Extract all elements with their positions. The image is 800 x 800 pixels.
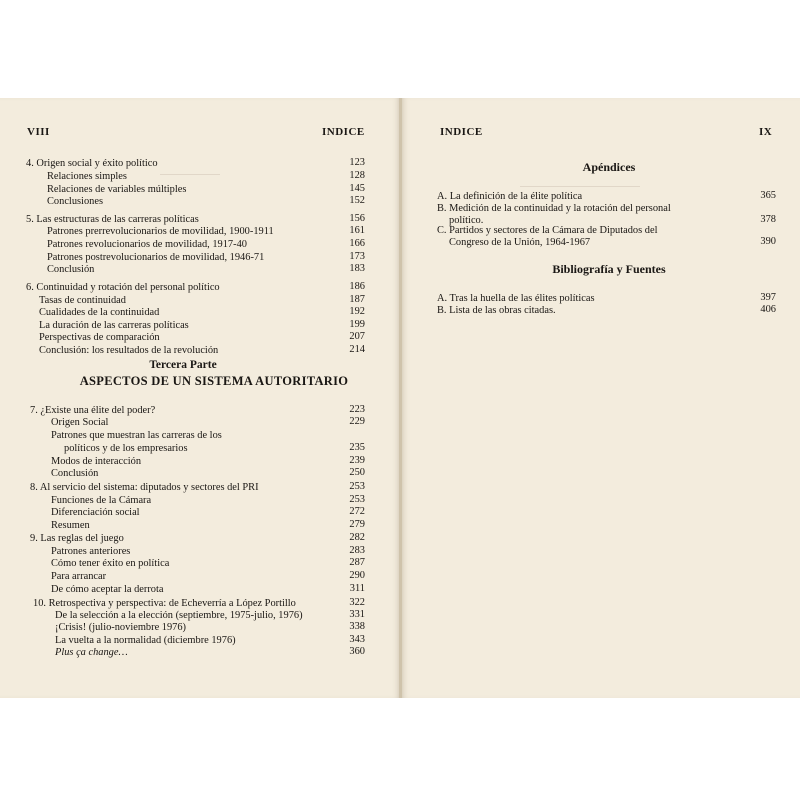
left-toc-entry-title: 4. Origen social y éxito político [26,158,158,169]
left-page-number: VIII [27,126,50,138]
left-toc-entry-title: Perspectivas de comparación [39,332,160,343]
left-toc-entry-title: Cualidades de la continuidad [39,307,160,318]
left-toc-entry-title: Conclusión [51,468,99,479]
left-toc-entry-title: Patrones anteriores [51,546,131,557]
left-toc-entry-title: Tasas de continuidad [39,295,126,306]
left-toc-entry-title: Funciones de la Cámara [51,495,152,506]
left-toc-entry-page-number: 199 [349,319,365,330]
left-toc-entry-title: La vuelta a la normalidad (diciembre 1976) [55,635,236,646]
left-toc-entry-page-number: 235 [349,442,365,453]
left-toc-entry-page-number: 338 [349,621,365,632]
appendices-title: Apéndices [582,160,636,174]
right-page [401,98,800,698]
left-toc-entry-title: Para arrancar [51,571,107,582]
right-toc-entry-page-number: 397 [760,292,776,303]
left-toc-entry-title: De cómo aceptar la derrota [51,584,164,595]
left-toc-entry-page-number: 253 [349,494,365,505]
left-toc-entry-page-number: 250 [349,467,365,478]
right-toc-entry-page-number: 365 [760,190,776,201]
left-toc-entry-title: Patrones revolucionarios de movilidad, 1917-40 [47,239,247,250]
left-toc-entry-page-number: 223 [349,404,365,415]
left-toc-entry-page-number: 311 [349,583,365,594]
left-toc-entry-title: políticos y de los empresarios [64,443,188,454]
left-toc-entry-title: Relaciones de variables múltiples [47,184,187,195]
left-toc-entry-title: Cómo tener éxito en política [51,558,170,569]
left-toc-entry-page-number: 282 [349,532,365,543]
left-toc-entry-title: Patrones prerrevolucionarios de movilidad, 1900-1911 [47,226,274,237]
right-toc-entry-page-number: 390 [760,236,776,247]
left-toc-entry-title: 8. Al servicio del sistema: diputados y sectores del PRI [30,482,259,493]
part-label: Tercera Parte [149,359,217,371]
left-toc-entry-title: 9. Las reglas del juego [30,533,124,544]
left-toc-entry-title: Conclusiones [47,196,103,207]
left-toc-entry-page-number: 229 [349,416,365,427]
left-toc-entry-page-number: 279 [349,519,365,530]
left-toc-entry-page-number: 186 [349,281,365,292]
right-toc-entry-title: C. Partidos y sectores de la Cámara de Diputados del [437,225,658,236]
left-toc-entry-title: Plus ça change… [55,647,128,658]
right-toc-entry-title: B. Lista de las obras citadas. [437,305,556,316]
left-toc-entry-title: 6. Continuidad y rotación del personal político [26,282,220,293]
left-toc-entry-page-number: 156 [349,213,365,224]
left-toc-entry-title: Patrones que muestran las carreras de los [51,430,222,441]
left-toc-entry-page-number: 207 [349,331,365,342]
left-toc-entry-title: De la selección a la elección (septiembre, 1975-julio, 1976) [55,610,303,621]
part-title: ASPECTOS DE UN SISTEMA AUTORITARIO [79,374,349,388]
left-toc-entry-page-number: 272 [349,506,365,517]
left-toc-entry-page-number: 214 [349,344,365,355]
left-toc-entry-title: 7. ¿Existe una élite del poder? [30,405,156,416]
left-toc-entry-title: Conclusión [47,264,95,275]
left-toc-entry-page-number: 239 [349,455,365,466]
right-toc-entry-title: Congreso de la Unión, 1964-1967 [449,237,591,248]
left-toc-entry-title: Diferenciación social [51,507,140,518]
left-toc-entry-page-number: 253 [349,481,365,492]
left-toc-entry-page-number: 187 [349,294,365,305]
left-toc-entry-title: 5. Las estructuras de las carreras políticas [26,214,199,225]
left-toc-entry-page-number: 331 [349,609,365,620]
left-toc-entry-page-number: 166 [349,238,365,249]
left-toc-entry-page-number: 343 [349,634,365,645]
left-toc-entry-title: Relaciones simples [47,171,127,182]
right-toc-entry-page-number: 406 [760,304,776,315]
left-toc-entry-page-number: 145 [349,183,365,194]
right-toc-entry-title: político. [449,215,484,226]
right-page-number: IX [759,126,773,138]
left-toc-entry-page-number: 161 [349,225,365,236]
bibliography-title: Bibliografía y Fuentes [552,262,666,276]
left-toc-entry-page-number: 123 [349,157,365,168]
left-toc-entry-page-number: 360 [349,646,365,657]
left-toc-entry-page-number: 283 [349,545,365,556]
left-toc-entry-title: 10. Retrospectiva y perspectiva: de Echeverría a López Portillo [33,598,296,609]
left-toc-entry-title: Modos de interacción [51,456,142,467]
right-running-head: INDICE [440,126,483,138]
right-toc-entry-title: A. Tras la huella de las élites políticas [437,293,595,304]
right-toc-entry-title: B. Medición de la continuidad y la rotación del personal [437,203,671,214]
left-toc-entry-title: Origen Social [51,417,109,428]
left-toc-entry-page-number: 152 [349,195,365,206]
left-toc-entry-title: La duración de las carreras políticas [39,320,189,331]
left-toc-entry-page-number: 183 [349,263,365,274]
left-toc-entry-page-number: 322 [349,597,365,608]
left-toc-entry-page-number: 173 [349,251,365,262]
book-spine [399,98,402,698]
left-toc-entry-page-number: 290 [349,570,365,581]
left-toc-entry-title: Conclusión: los resultados de la revolución [39,345,219,356]
left-toc-entry-title: ¡Crisis! (julio-noviembre 1976) [55,622,187,633]
right-toc-entry-page-number: 378 [760,214,776,225]
left-toc-entry-title: Patrones postrevolucionarios de movilidad, 1946-71 [47,252,265,263]
left-running-head: INDICE [322,126,365,138]
show-through-mark [160,160,220,175]
left-toc-entry-title: Resumen [51,520,90,531]
left-toc-entry-page-number: 128 [349,170,365,181]
left-toc-entry-page-number: 287 [349,557,365,568]
left-toc-entry-page-number: 192 [349,306,365,317]
right-toc-entry-title: A. La definición de la élite política [437,191,583,202]
